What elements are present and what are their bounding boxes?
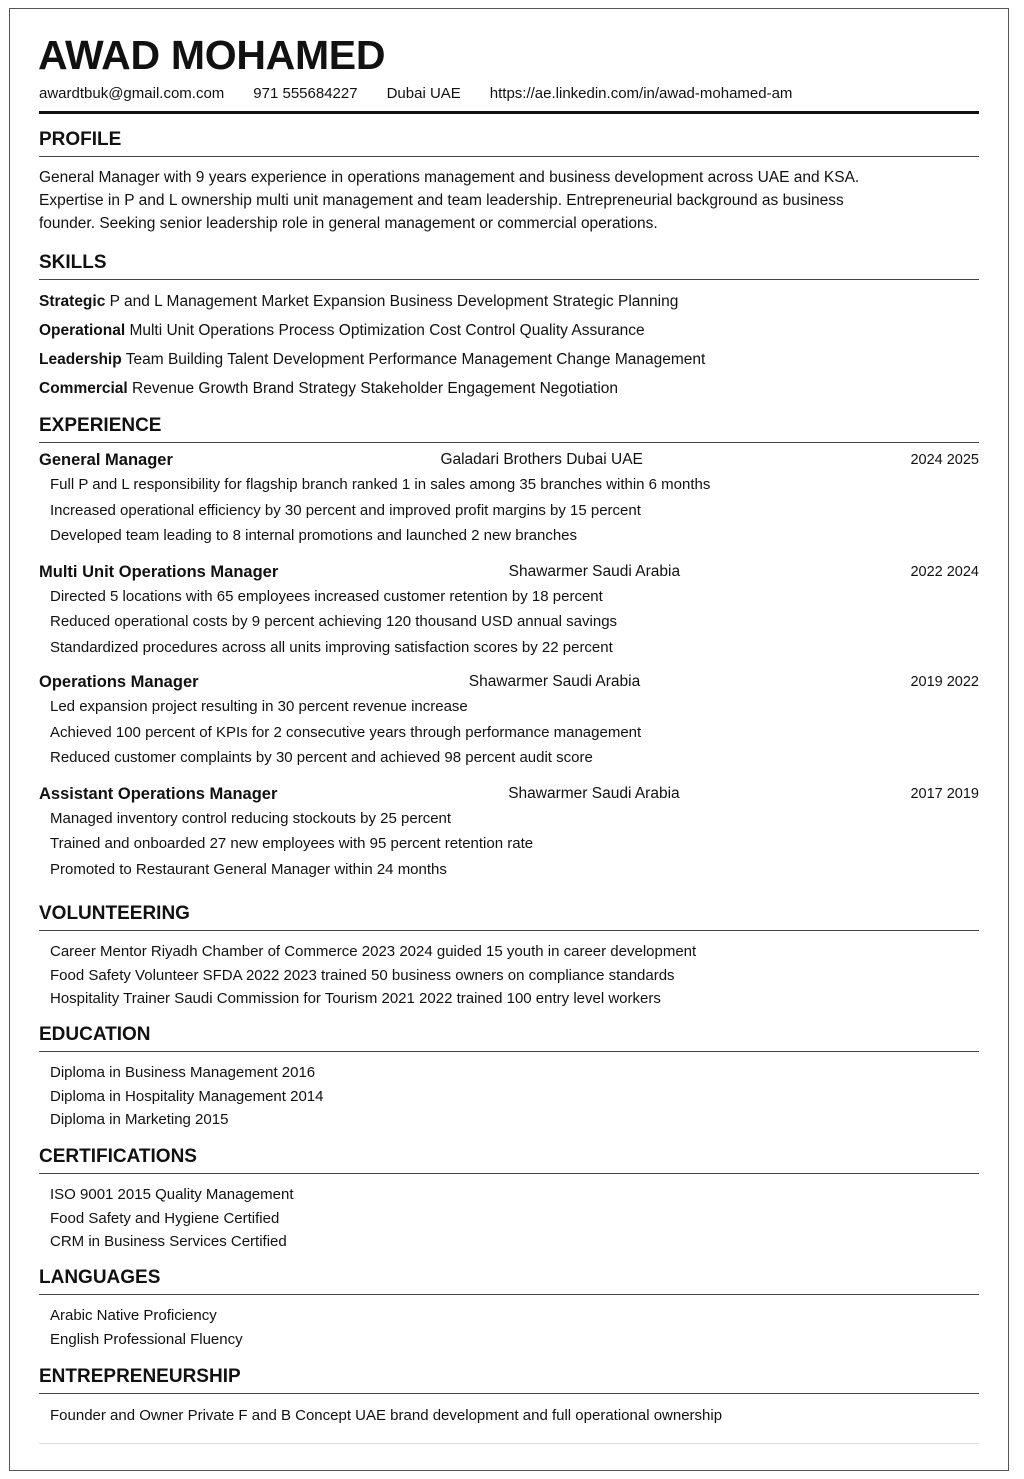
skill-row <box>39 316 979 345</box>
entrepreneurship-section <box>39 1366 979 1428</box>
header-divider <box>39 111 979 114</box>
volunteering-section <box>39 903 979 1011</box>
job-bullet: Achieved 100 percent of KPIs for 2 consecutive years through performance management <box>50 723 642 741</box>
job-bullet: Trained and onboarded 27 new employees with 95 percent retention rate <box>50 835 534 852</box>
list-item: English Professional Fluency <box>50 1330 243 1348</box>
job-bullet: Promoted to Restaurant General Manager within 24 months <box>50 860 447 878</box>
section-divider <box>39 1393 979 1394</box>
section-divider <box>39 442 979 443</box>
list-item: Food Safety and Hygiene Certified <box>50 1209 280 1227</box>
job-company: Shawarmer Saudi Arabia <box>468 673 641 690</box>
job-title: General Manager <box>39 451 173 469</box>
contact-linkedin[interactable]: https://ae.linkedin.com/in/awad-mohamed-am <box>489 85 793 102</box>
list-item: Food Safety Volunteer SFDA 2022 2023 trained 50 business owners on compliance standards <box>50 966 675 984</box>
skill-row <box>39 287 979 316</box>
section-divider <box>39 1173 979 1174</box>
list-item: Career Mentor Riyadh Chamber of Commerce 2023 2024 guided 15 youth in career development <box>50 943 697 960</box>
list-item: Diploma in Marketing 2015 <box>50 1111 229 1128</box>
skill-list: Revenue Growth Brand Strategy Stakeholder Engagement Negotiation <box>127 380 619 397</box>
section-divider <box>39 1294 979 1295</box>
section-heading: SKILLS <box>39 252 107 273</box>
skill-list: Multi Unit Operations Process Optimization Cost Control Quality Assurance <box>125 322 645 339</box>
list-item: Arabic Native Proficiency <box>50 1307 217 1324</box>
job-company: Shawarmer Saudi Arabia <box>508 784 680 802</box>
section-divider <box>39 930 979 931</box>
profile-summary <box>39 166 979 235</box>
contact-email[interactable]: awardtbuk@gmail.com.com <box>39 85 225 102</box>
footer-divider <box>39 1443 979 1444</box>
job-dates: 2024 2025 <box>910 452 979 468</box>
languages-section <box>39 1267 979 1351</box>
job-title: Multi Unit Operations Manager <box>39 562 279 581</box>
skill-row <box>39 374 979 403</box>
profile-line: Expertise in P and L ownership multi unit management and team leadership. Entrepreneurial background as business <box>39 192 844 209</box>
experience-section <box>39 415 979 882</box>
skill-category: Commercial <box>39 380 128 397</box>
job-company: Shawarmer Saudi Arabia <box>508 562 681 580</box>
contact-line <box>39 84 821 104</box>
section-heading: EDUCATION <box>39 1024 151 1045</box>
job-bullet: Developed team leading to 8 internal promotions and launched 2 new branches <box>50 527 578 544</box>
section-heading: EXPERIENCE <box>39 415 162 436</box>
job-bullet: Reduced operational costs by 9 percent achieving 120 thousand USD annual savings <box>50 613 618 630</box>
job-bullet: Managed inventory control reducing stockouts by 25 percent <box>50 809 452 827</box>
certifications-section <box>39 1146 979 1254</box>
list-item: Hospitality Trainer Saudi Commission for Tourism 2021 2022 trained 100 entry level workers <box>50 990 661 1007</box>
section-heading: ENTREPRENEURSHIP <box>39 1366 241 1387</box>
job-bullet: Standardized procedures across all units improving satisfaction scores by 22 percent <box>50 638 613 656</box>
job-company: Galadari Brothers Dubai UAE <box>440 451 643 468</box>
profile-line: founder. Seeking senior leadership role in general management or commercial operations. <box>39 215 658 232</box>
job-entry <box>39 782 979 883</box>
education-section <box>39 1024 979 1132</box>
list-item: Diploma in Business Management 2016 <box>50 1064 316 1081</box>
section-heading: LANGUAGES <box>39 1267 161 1288</box>
job-entry <box>39 560 979 661</box>
skill-row <box>39 345 979 374</box>
section-divider <box>39 156 979 157</box>
job-dates: 2022 2024 <box>910 563 979 580</box>
skill-category: Operational <box>39 322 126 339</box>
job-title: Operations Manager <box>39 673 199 691</box>
job-bullet: Reduced customer complaints by 30 percent and achieved 98 percent audit score <box>50 749 593 766</box>
job-bullet: Full P and L responsibility for flagship branch ranked 1 in sales among 35 branches within 6 months <box>50 476 711 493</box>
section-divider <box>39 1051 979 1052</box>
job-bullet: Directed 5 locations with 65 employees increased customer retention by 18 percent <box>50 587 603 605</box>
skill-category: Leadership <box>39 351 122 368</box>
list-item: Founder and Owner Private F and B Concept UAE brand development and full operational ownership <box>50 1407 723 1424</box>
job-bullet: Led expansion project resulting in 30 percent revenue increase <box>50 698 468 715</box>
candidate-name: AWAD MOHAMED <box>38 32 386 78</box>
list-item: ISO 9001 2015 Quality Management <box>50 1186 294 1203</box>
section-divider <box>39 279 979 280</box>
skills-section <box>39 252 979 403</box>
job-dates: 2017 2019 <box>910 785 979 802</box>
job-dates: 2019 2022 <box>910 674 979 690</box>
skill-category: Strategic <box>39 293 106 310</box>
contact-phone: 971 555684227 <box>253 85 358 102</box>
list-item: CRM in Business Services Certified <box>50 1233 287 1250</box>
job-entry <box>39 448 979 549</box>
list-item: Diploma in Hospitality Management 2014 <box>50 1087 324 1105</box>
job-title: Assistant Operations Manager <box>39 784 278 803</box>
section-heading: PROFILE <box>39 129 122 150</box>
profile-section <box>39 129 979 235</box>
skill-list: Team Building Talent Development Performance Management Change Management <box>121 351 706 368</box>
section-heading: VOLUNTEERING <box>39 903 190 924</box>
section-heading: CERTIFICATIONS <box>39 1146 197 1167</box>
job-entry <box>39 670 979 771</box>
job-bullet: Increased operational efficiency by 30 percent and improved profit margins by 15 percent <box>50 501 641 519</box>
profile-line: General Manager with 9 years experience in operations management and business development across UAE and KSA. <box>39 169 860 186</box>
skill-list: P and L Management Market Expansion Business Development Strategic Planning <box>105 293 679 310</box>
contact-location: Dubai UAE <box>386 85 461 102</box>
